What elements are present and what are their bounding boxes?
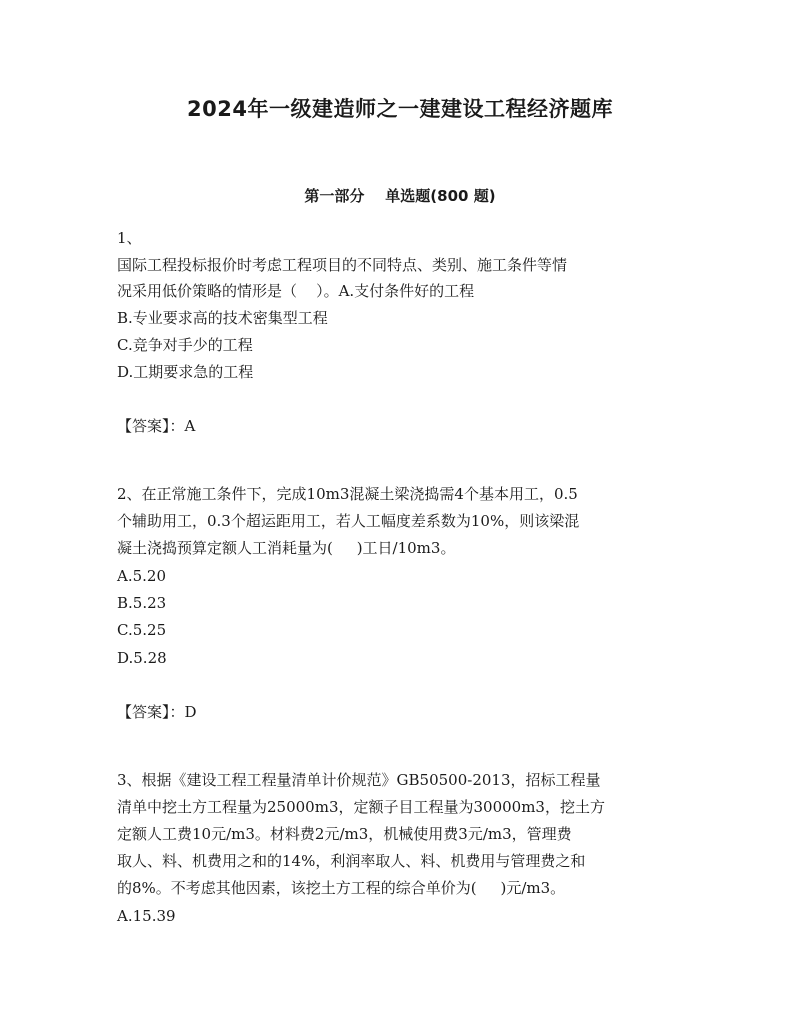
question-2-stem-line-1: 2、在正常施工条件下，完成10m3混凝土梁浇捣需4个基本用工，0.5 — [117, 485, 578, 503]
question-3-stem-line-2: 清单中挖土方工程量为25000m3，定额子目工程量为30000m3，挖土方 — [117, 798, 605, 816]
question-3-stem-line-4: 取人、料、机费用之和的14%，利润率取人、料、机费用与管理费之和 — [117, 852, 586, 870]
question-1-answer: 【答案】：A — [117, 417, 196, 435]
question-2-stem-line-3: 凝土浇捣预算定额人工消耗量为( )工日/10m3。 — [117, 539, 456, 557]
question-2-option-c: C.5.25 — [117, 621, 167, 639]
question-1-number: 1、 — [117, 229, 142, 247]
question-2-stem-line-2: 个辅助用工，0.3个超运距用工，若人工幅度差系数为10%，则该梁混 — [117, 512, 580, 530]
question-1-option-b: B.专业要求高的技术密集型工程 — [117, 309, 328, 327]
question-3-stem-line-5: 的8%。不考虑其他因素，该挖土方工程的综合单价为( )元/m3。 — [117, 879, 566, 897]
section-title: 第一部分 单选题(800 题) — [304, 187, 496, 205]
question-1-option-c: C.竞争对手少的工程 — [117, 336, 253, 354]
question-2-option-d: D.5.28 — [117, 649, 167, 667]
question-3-stem-line-1: 3、根据《建设工程工程量清单计价规范》GB50500-2013，招标工程量 — [117, 771, 601, 789]
question-2-answer: 【答案】：D — [117, 703, 197, 721]
question-1-stem-line-1: 国际工程投标报价时考虑工程项目的不同特点、类别、施工条件等情 — [117, 256, 568, 274]
question-3-stem-line-3: 定额人工费10元/m3。材料费2元/m3，机械使用费3元/m3，管理费 — [117, 825, 572, 843]
question-1-stem-line-2: 况采用低价策略的情形是（ ）。A.支付条件好的工程 — [117, 282, 475, 300]
question-2-option-b: B.5.23 — [117, 594, 167, 612]
question-3-option-a: A.15.39 — [117, 907, 176, 925]
question-1-option-d: D.工期要求急的工程 — [117, 363, 254, 381]
question-2-option-a: A.5.20 — [117, 567, 166, 585]
document-title: 2024年一级建造师之一建建设工程经济题库 — [187, 97, 613, 121]
